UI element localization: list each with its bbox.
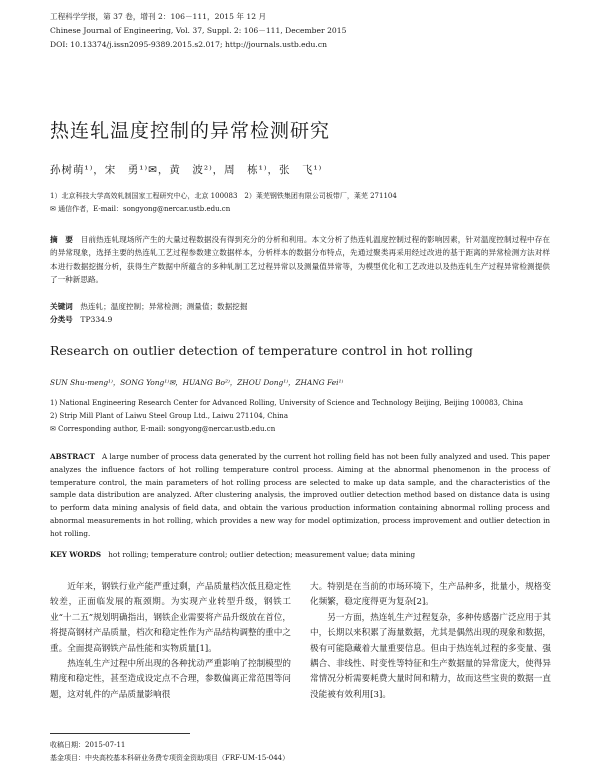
journal-doi: DOI: 10.13374/j.issn2095-9389.2015.s2.017; http://journals.ustb.edu.cn (50, 40, 327, 49)
footnote-fund: 基金项目：中央高校基本科研业务费专项资金资助项目（FRF-UM-15-044） (50, 754, 290, 762)
body-paragraph: 大。特别是在当前的市场环境下，生产品种多，批量小，规格变化频繁，稳定度得更为复杂[2]。 (310, 582, 551, 608)
footnote-divider (50, 733, 190, 734)
keywords-cn-label: 关键词 (50, 302, 73, 311)
body-paragraph: 另一方面，热连轧生产过程复杂，多种传感器广泛应用于其中，长期以来积累了海量数据，尤其是偶然出现的现象和数据，极有可能隐藏着大量重要信息。但由于热连轧过程的多变量、强耦合、非线性、时变性等特征和生产数据量的异常庞大，使得异常情况分析需要耗费大量时间和精力，故而这些宝贵的数据一直没能被有效利用[3]。 (310, 612, 551, 700)
class-number-text: TP334.9 (80, 315, 113, 324)
body-column-right (310, 580, 551, 703)
keywords-en-label: KEY WORDS (50, 550, 102, 559)
affiliation-en-2: 2) Strip Mill Plant of Laiwu Steel Group Ltd., Laiwu 271104, China (50, 412, 288, 420)
body-paragraph: 热连轧生产过程中所出现的各种扰动严重影响了控制模型的精度和稳定性，甚至造成设定点不合理，参数偏离正常范围等问题，这对轧件的产品质量影响很 (50, 659, 291, 700)
affiliations-cn: 1）北京科技大学高效轧制国家工程研究中心，北京 100083 2）莱芜钢铁集团有限公司板带厂，莱芜 271104 (50, 192, 397, 200)
contact-en: ✉ Corresponding author, E-mail: songyong@nercar.ustb.edu.cn (50, 425, 276, 433)
abstract-en-text: A large number of process data generated by the current hot rolling field has not been fully analyzed and used. This paper analyzes the influence factors of hot rolling temperature control process. Aiming at the abnormal phenomenon in the process of temperature control, the main parameters of hot rolling process are selected to make up data sample, and the characteristics of the sample data distribution are analyzed. After clustering analysis, the improved outlier detection method based on distance data is using to perform data mining analysis of field data, and obtain the various production information containing abnormal rolling process and abnormal measurements in hot rolling, which provides a new way for model optimization, process improvement and outlier detection in hot rolling. (50, 452, 550, 538)
authors-cn: 孙树萌¹⁾，宋 勇¹⁾✉，黄 波²⁾，周 栋¹⁾，张 飞¹⁾ (50, 164, 323, 176)
affiliation-en-1: 1) National Engineering Research Center for Advanced Rolling, University of Science and Technology Beijing, Beijing 100083, China (50, 399, 524, 407)
body-column-left (50, 580, 291, 703)
class-number-cn (50, 313, 550, 326)
footnote-received: 收稿日期：2015-07-11 (50, 741, 126, 749)
class-number-label: 分类号 (50, 315, 73, 324)
keywords-cn (50, 300, 550, 313)
paper-title-en: Research on outlier detection of temperature control in hot rolling (50, 343, 473, 358)
abstract-en-label: ABSTRACT (50, 452, 95, 461)
abstract-en (50, 451, 550, 541)
keywords-en-text: hot rolling; temperature control; outlier detection; measurement value; data mining (108, 550, 416, 559)
paper-title-cn: 热连轧温度控制的异常检测研究 (50, 120, 331, 142)
body-paragraph: 近年来，钢铁行业产能严重过剩，产品质量档次低且稳定性较差，正面临发展的瓶颈期。为实现产业转型升级，钢铁工业“十二五”规划明确指出，钢铁企业需要将产品升级放在首位，将提高钢材产品质量，档次和稳定性作为产品结构调整的重中之重。全面提高钢铁产品性能和实物质量[1]。 (50, 582, 291, 654)
abstract-cn-text: 目前热连轧现场所产生的大量过程数据没有得到充分的分析和利用。本文分析了热连轧温度控制过程的影响因素，针对温度控制过程中存在的异常现象，选择主要的热连轧工艺过程参数建立数据样本，分析样本的数据分布特点，先通过聚类再采用经过改进的基于距离的异常检测方法对样本进行数据挖掘分析，获得生产数据中所蕴含的多种轧制工艺过程异常以及测量值异常等，为模型优化和工艺改进以及热连轧生产过程异常检测提供了一种新思路。 (50, 235, 551, 285)
abstract-cn-label: 摘 要 (50, 235, 74, 244)
journal-header-en: Chinese Journal of Engineering, Vol. 37, Suppl. 2: 106－111, December 2015 (50, 26, 347, 35)
journal-header-cn: 工程科学学报，第 37 卷，增刊 2：106－111，2015 年 12 月 (50, 12, 267, 21)
abstract-cn (50, 233, 550, 287)
keywords-cn-text: 热连轧；温度控制；异常检测；测量值；数据挖掘 (80, 302, 248, 311)
authors-en: SUN Shu-meng¹⁾，SONG Yong¹⁾✉，HUANG Bo²⁾，ZHOU Dong¹⁾，ZHANG Fei¹⁾ (50, 378, 344, 387)
keywords-en (50, 548, 550, 561)
contact-cn: ✉ 通信作者，E-mail：songyong@nercar.ustb.edu.cn (50, 205, 231, 213)
